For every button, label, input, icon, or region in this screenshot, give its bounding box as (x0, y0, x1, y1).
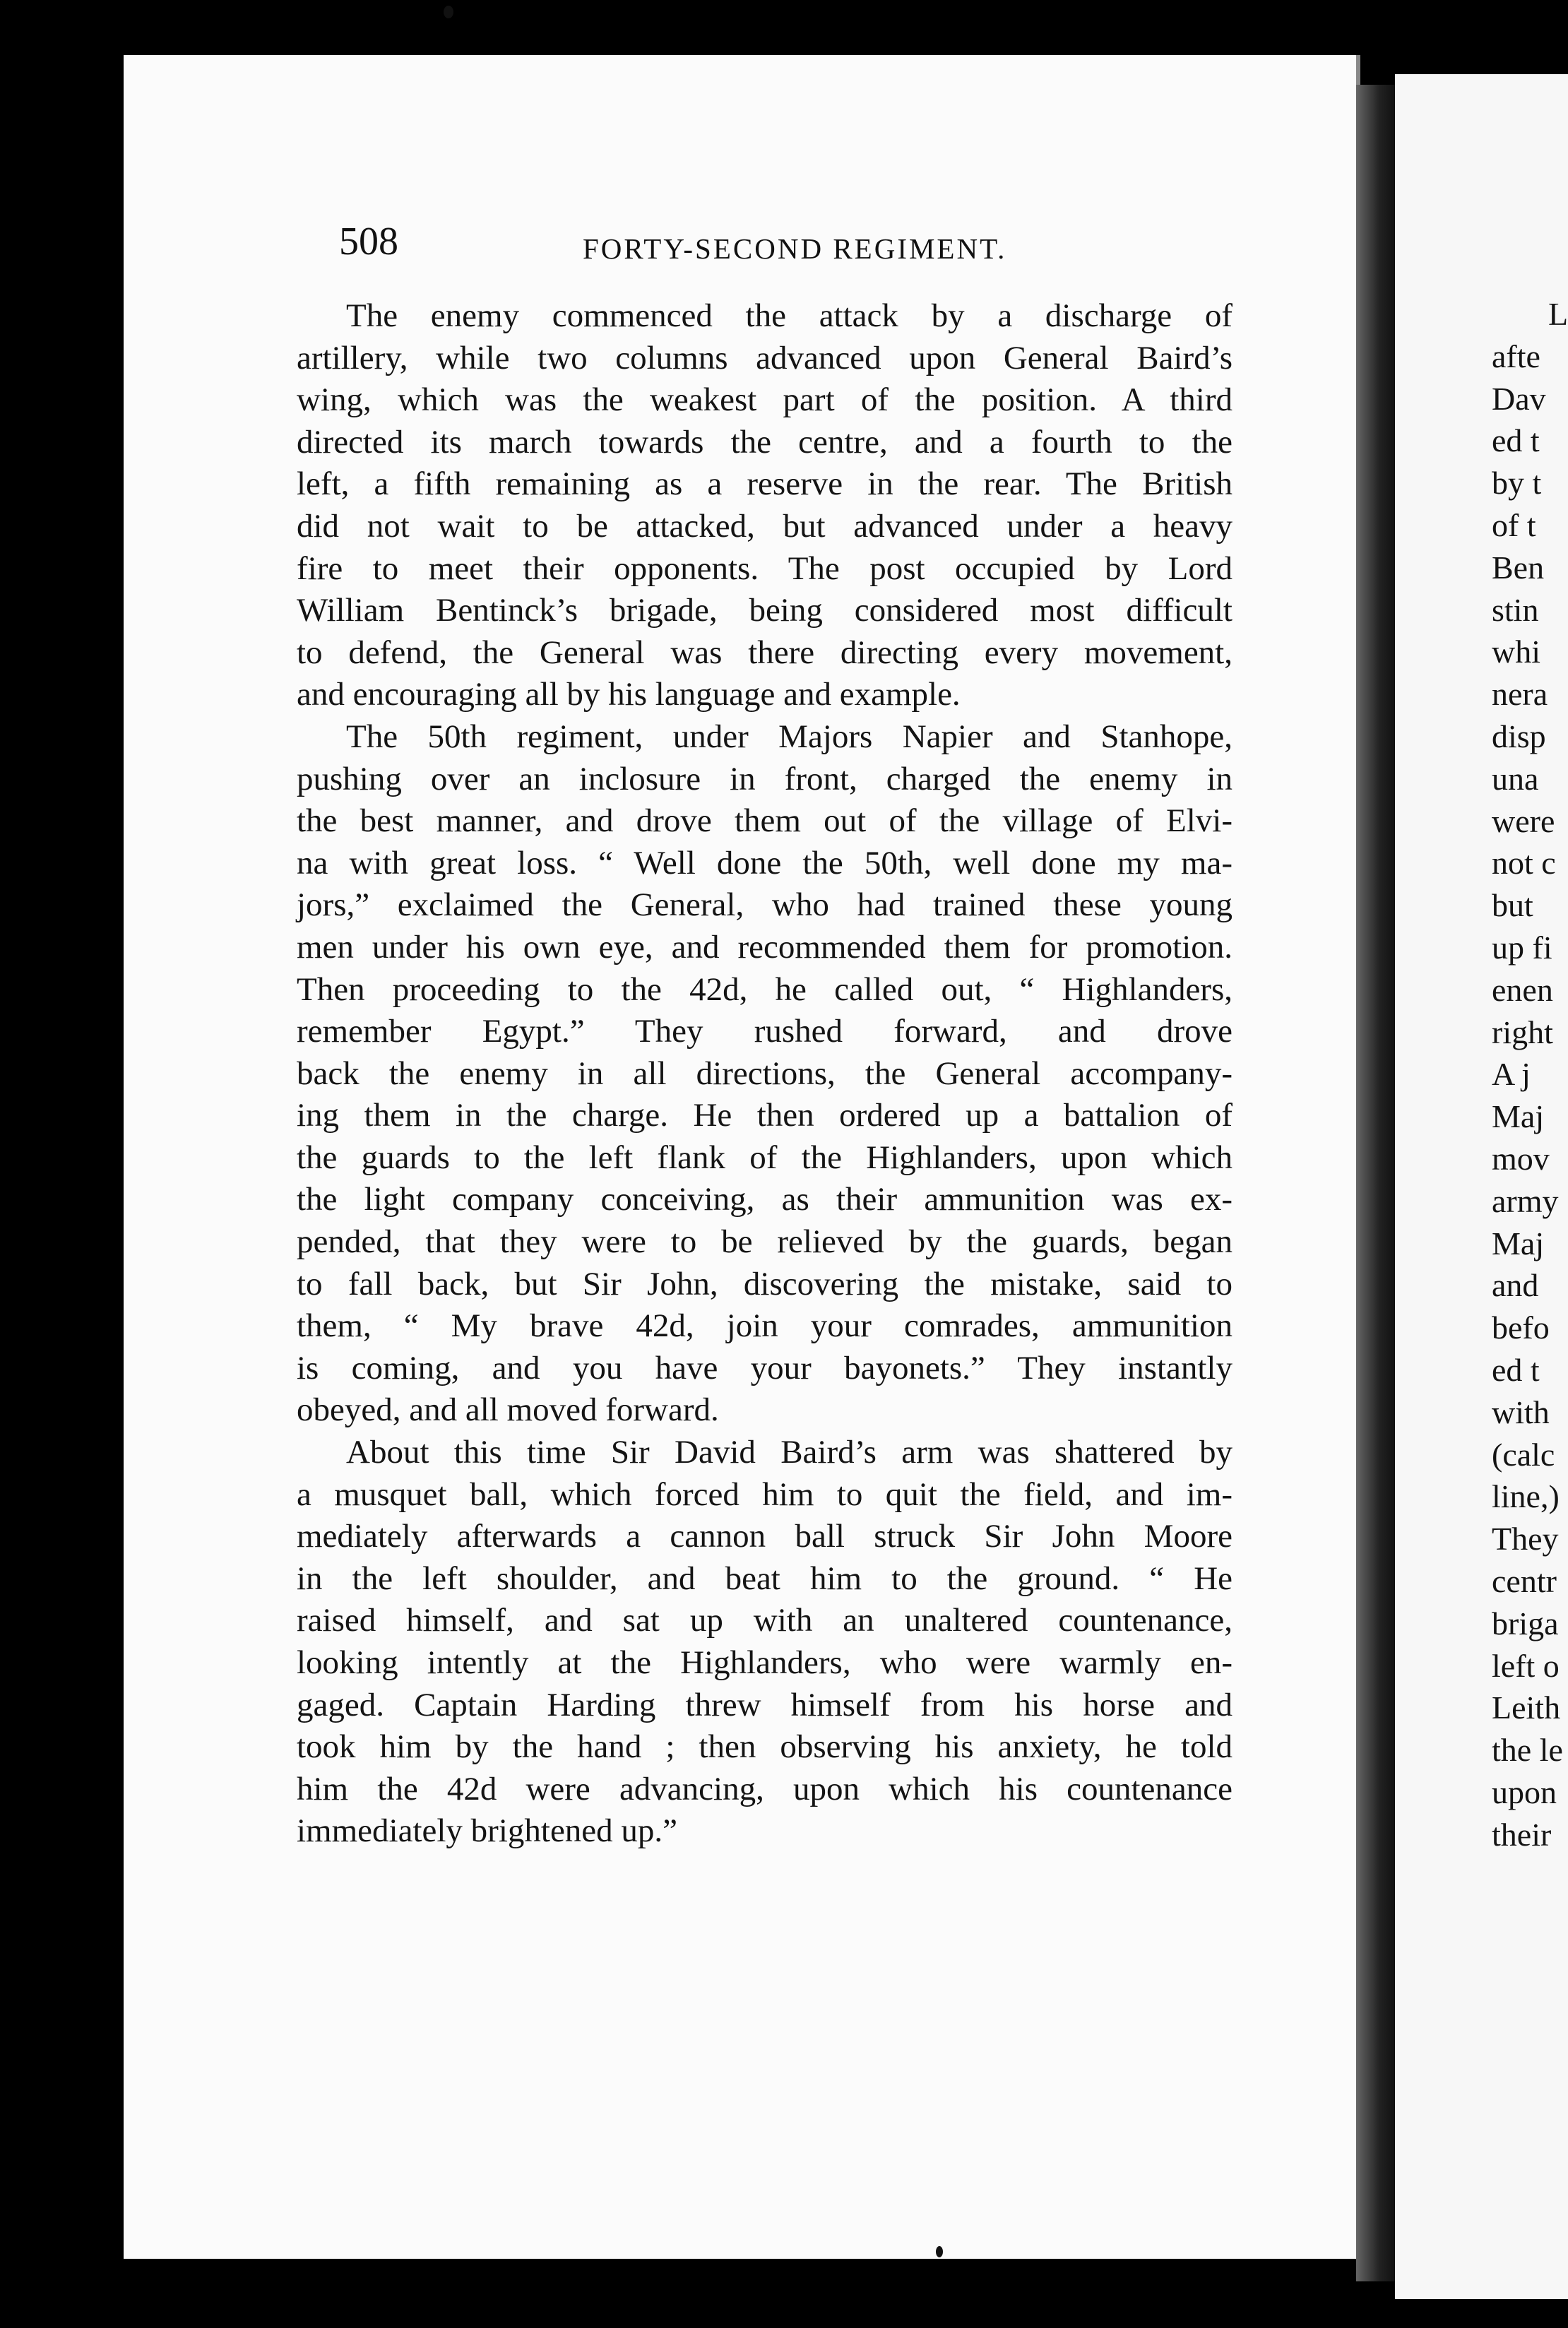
text-line: remember Egypt.” They rushed forward, and drove (297, 1013, 1233, 1050)
facing-line: stin (1492, 591, 1539, 628)
facing-line: briga (1492, 1605, 1559, 1641)
text-line: in the left shoulder, and beat him to the ground. “ He (297, 1560, 1233, 1597)
facing-line: the le (1492, 1732, 1563, 1769)
paragraph (297, 1432, 1233, 1853)
facing-line: were (1492, 802, 1555, 839)
facing-line: Leith (1492, 1689, 1561, 1726)
text-line: fire to meet their opponents. The post occupied by Lord (297, 550, 1233, 587)
text-line: Then proceeding to the 42d, he called out, “ Highlanders, (297, 970, 1233, 1008)
text-line: is coming, and you have your bayonets.” They instantly (297, 1349, 1233, 1386)
facing-line: ed t (1492, 422, 1540, 459)
text-line: took him by the hand ; then observing his anxiety, he told (297, 1728, 1233, 1766)
text-line: pushing over an inclosure in front, charged the enemy in (297, 760, 1233, 797)
facing-line: with (1492, 1394, 1550, 1430)
text-line: him the 42d were advancing, upon which his countenance (297, 1770, 1233, 1807)
facing-page-text (1492, 293, 1568, 1855)
facing-line: L (1548, 296, 1568, 332)
facing-line: disp (1492, 718, 1546, 754)
text-line: ing them in the charge. He then ordered up a battalion of (297, 1097, 1233, 1134)
facing-line: their (1492, 1816, 1552, 1853)
facing-line: by t (1492, 465, 1542, 501)
text-line: left, a fifth remaining as a reserve in the rear. The British (297, 465, 1233, 503)
text-line: The 50th regiment, under Majors Napier and Stanhope, (346, 718, 1233, 755)
text-line: The enemy commenced the attack by a discharge of (346, 297, 1233, 334)
facing-line: of t (1492, 506, 1536, 543)
facing-line: They (1492, 1521, 1559, 1557)
facing-line: left o (1492, 1647, 1560, 1684)
facing-line: upon (1492, 1774, 1557, 1810)
text-line: William Bentinck’s brigade, being considered most difficult (297, 592, 1233, 629)
facing-line: Ben (1492, 549, 1545, 586)
text-line: directed its march towards the centre, and a fourth to the (297, 423, 1233, 461)
text-line: to defend, the General was there directing every movement, (297, 634, 1233, 671)
text-line: men under his own eye, and recommended them for promotion. (297, 928, 1233, 966)
text-line: back the enemy in all directions, the General accompany- (297, 1055, 1233, 1092)
text-line: About this time Sir David Baird’s arm was shattered by (346, 1434, 1233, 1471)
facing-line: army (1492, 1182, 1559, 1219)
facing-line: befo (1492, 1310, 1550, 1346)
facing-line: right (1492, 1014, 1553, 1050)
facing-line: Maj (1492, 1225, 1545, 1261)
text-line: obeyed, and all moved forward. (297, 1391, 719, 1429)
text-line: the light company conceiving, as their ammunition was ex- (297, 1181, 1233, 1218)
facing-line: centr (1492, 1562, 1557, 1599)
text-line: jors,” exclaimed the General, who had trained these young (297, 886, 1233, 924)
facing-line: not c (1492, 845, 1556, 881)
text-line: them, “ My brave 42d, join your comrades, ammunition (297, 1307, 1233, 1345)
text-line: looking intently at the Highlanders, who were warmly en- (297, 1644, 1233, 1681)
facing-line: but (1492, 887, 1533, 924)
page-number: 508 (339, 220, 398, 263)
facing-line: up fi (1492, 929, 1552, 966)
scan-speck (936, 2246, 943, 2257)
facing-line: mov (1492, 1140, 1550, 1177)
text-line: gaged. Captain Harding threw himself from his horse and (297, 1686, 1233, 1723)
text-line: mediately afterwards a cannon ball struck Sir John Moore (297, 1518, 1233, 1555)
facing-line: enen (1492, 971, 1553, 1008)
paragraph (297, 716, 1233, 1432)
facing-line: whi (1492, 634, 1540, 670)
text-line: raised himself, and sat up with an unaltered countenance, (297, 1602, 1233, 1639)
text-line: did not wait to be attacked, but advanced under a heavy (297, 507, 1233, 545)
facing-line: ed t (1492, 1351, 1540, 1388)
facing-line: and (1492, 1267, 1539, 1304)
facing-line: (calc (1492, 1436, 1555, 1473)
facing-line: una (1492, 760, 1539, 797)
running-head-title: FORTY-SECOND REGIMENT. (583, 232, 1007, 265)
running-head (339, 219, 1222, 275)
facing-line: A j (1492, 1056, 1531, 1093)
facing-line: Maj (1492, 1098, 1545, 1135)
text-line: artillery, while two columns advanced upon General Baird’s (297, 339, 1233, 376)
book-gutter (1356, 85, 1395, 2281)
facing-line: nera (1492, 676, 1548, 713)
text-line: and encouraging all by his language and example. (297, 676, 961, 713)
text-line: na with great loss. “ Well done the 50th, well done my ma- (297, 844, 1233, 881)
text-line: to fall back, but Sir John, discovering the mistake, said to (297, 1265, 1233, 1302)
text-line: a musquet ball, which forced him to quit the field, and im- (297, 1475, 1233, 1513)
text-line: the guards to the left flank of the Highlanders, upon which (297, 1139, 1233, 1176)
facing-line: line,) (1492, 1478, 1560, 1515)
text-line: pended, that they were to be relieved by the guards, began (297, 1223, 1233, 1261)
text-line: wing, which was the weakest part of the position. A third (297, 381, 1233, 419)
facing-line: afte (1492, 338, 1540, 374)
facing-line: Dav (1492, 380, 1546, 417)
scan-speck (444, 6, 453, 18)
text-line: immediately brightened up.” (297, 1812, 678, 1850)
text-line: the best manner, and drove them out of the village of Elvi- (297, 802, 1233, 840)
body-text (297, 295, 1233, 1853)
paragraph (297, 295, 1233, 716)
